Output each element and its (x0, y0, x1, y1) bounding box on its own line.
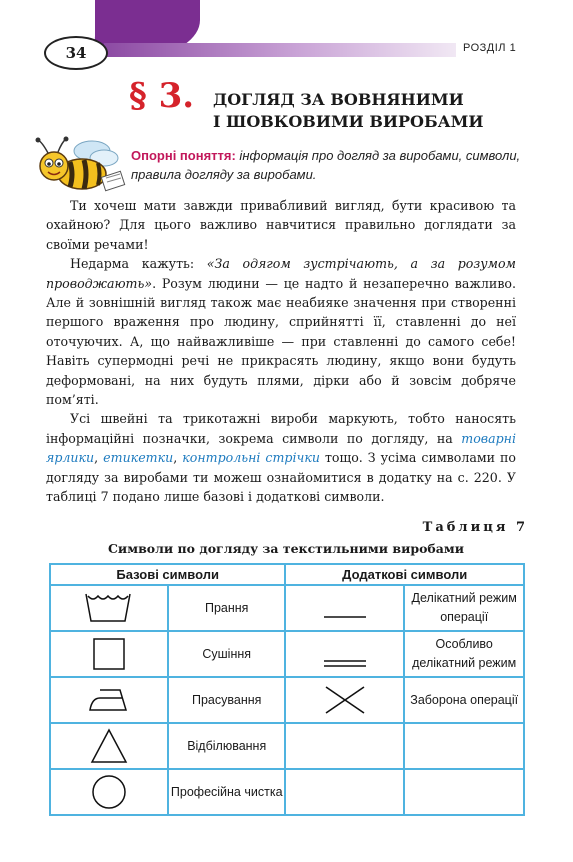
section-number: § 3. (129, 76, 195, 116)
symbol-name: Сушіння (168, 631, 285, 677)
table-title: Символи по догляду за текстильними виробами (107, 541, 465, 556)
circle-dry-cleaning-icon (89, 773, 129, 811)
extra-symbol-cell (285, 585, 404, 631)
extra-symbol-cell (285, 631, 404, 677)
extra-symbol-desc: Заборона операції (404, 677, 524, 723)
extra-symbol-desc-empty (404, 723, 524, 769)
table-row (50, 769, 524, 815)
symbol-name: Прасування (168, 677, 285, 723)
title-line-2: І ШОВКОВИМИ ВИРОБАМИ (213, 112, 484, 131)
term-control-tapes: контрольні стрічки (182, 450, 320, 466)
cross-icon (320, 683, 370, 717)
header-bar (104, 43, 456, 57)
table-caption: Таблиця 7 (422, 520, 528, 535)
double-line-icon (320, 637, 370, 671)
symbol-name: Відбілювання (168, 723, 285, 769)
term-labels: товарні ярлики (46, 430, 516, 466)
key-concepts (131, 146, 541, 184)
symbol-cell (50, 769, 168, 815)
symbol-cell (50, 723, 168, 769)
square-drying-icon (89, 636, 129, 672)
paragraph-2 (46, 254, 516, 409)
body-text (46, 196, 516, 507)
paragraph-1: Ти хочеш мати завжди привабливий вигляд, бути красивою та охайною? Для цього важливо навчитися правильно доглядати за своїми речами! (46, 198, 516, 252)
symbol-cell (50, 677, 168, 723)
care-symbols-table (49, 563, 525, 816)
washing-tub-icon (84, 591, 134, 625)
extra-symbol-desc: Делікатний режим операції (404, 585, 524, 631)
symbol-cell (50, 585, 168, 631)
paragraph-3 (46, 409, 516, 506)
key-concepts-label: Опорні поняття: (131, 148, 236, 163)
single-line-icon (320, 591, 370, 625)
table-row (50, 677, 524, 723)
page-title (213, 89, 483, 133)
page-number: 34 (44, 36, 108, 70)
table-row (50, 723, 524, 769)
extra-symbol-desc-empty (404, 769, 524, 815)
separator: , (94, 450, 104, 466)
extra-symbol-desc: Особливо делікатний режим (404, 631, 524, 677)
paragraph-3-start: Усі швейні та трикотажні вироби маркують, тобто наносять інформаційні позначки, зокрема символи по догляду, на (46, 411, 516, 446)
paragraph-3-rest: тощо. З усіма символами по догляду за виробами ти можеш ознайомитися в додатку на с. 220. У таблиці 7 подано лише базові і додаткові символи. (46, 450, 516, 505)
table-header-row (50, 564, 524, 585)
section-label: РОЗДІЛ 1 (463, 42, 517, 54)
triangle-bleaching-icon (89, 727, 129, 765)
symbol-name: Прання (168, 585, 285, 631)
header-basic-symbols: Базові символи (50, 564, 285, 585)
separator: , (173, 450, 183, 466)
title-line-1: ДОГЛЯД ЗА ВОВНЯНИМИ (213, 90, 464, 109)
iron-icon (86, 684, 132, 716)
extra-symbol-cell (285, 677, 404, 723)
term-tags: етикетки (103, 450, 174, 466)
paragraph-2-rest: . Розум людини — це надто й незаперечно важливо. Але й зовнішній вигляд також має неабияке значення при створенні першого враження про людину, сприйнятті її, ставленні до неї оточуючих. А, що найважливіше — при ставленні до самого себе! Навіть супермодні речі не прикрасять людину, якщо вони будуть деформовані, на них будуть плями, дірки або й зовсім добряче пом’яті. (46, 275, 516, 408)
header-extra-symbols: Додаткові символи (285, 564, 524, 585)
key-concepts-text: інформація про догляд за виробами, символи, правила догляду за виробами. (131, 148, 521, 182)
extra-symbol-cell-empty (285, 769, 404, 815)
extra-symbol-cell-empty (285, 723, 404, 769)
symbol-name: Професійна чистка (168, 769, 285, 815)
proverb-quote: «За одягом зустрічають, а за розумом проводжають» (46, 256, 517, 291)
paragraph-2-start: Недарма кажуть: (70, 256, 207, 272)
table-row (50, 585, 524, 631)
table-row (50, 631, 524, 677)
symbol-cell (50, 631, 168, 677)
bee-icon (30, 134, 128, 196)
